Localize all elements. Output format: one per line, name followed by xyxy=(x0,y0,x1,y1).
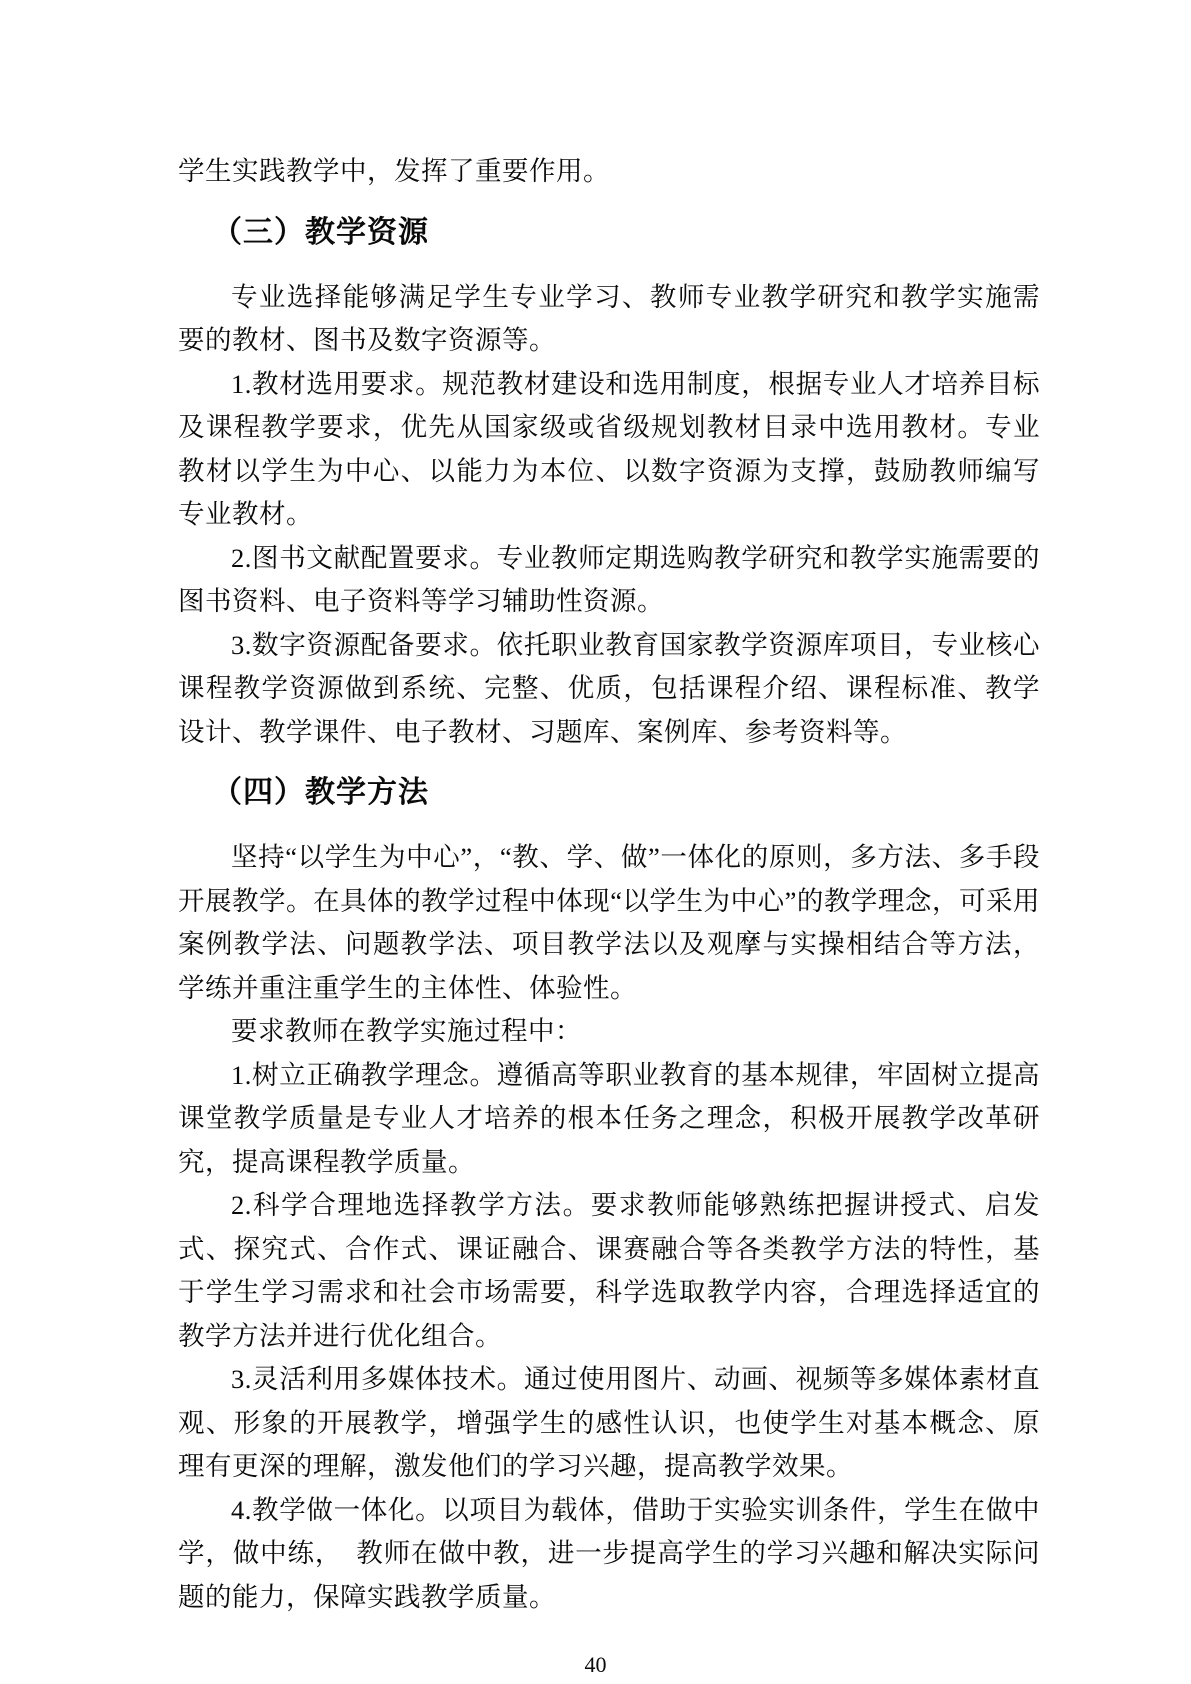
body-paragraph: 2.图书文献配置要求。专业教师定期选购教学研究和教学实施需要的图书资料、电子资料等学习辅助性资源。 xyxy=(178,542,1040,616)
page-content xyxy=(178,150,1040,1619)
section-heading-teaching-methods: （四）教学方法 xyxy=(212,776,429,809)
section-heading-teaching-resources: （三）教学资源 xyxy=(212,215,429,249)
body-paragraph: 坚持“以学生为中心”，“教、学、做”一体化的原则，多方法、多手段开展教学。在具体的教学过程中体现“以学生为中心”的教学理念，可采用案例教学法、问题教学法、项目教学法以及观摩与实操相结合等方法，学练并重注重学生的主体性、体验性。 xyxy=(178,842,1040,1003)
body-paragraph: 3.灵活利用多媒体技术。通过使用图片、动画、视频等多媒体素材直观、形象的开展教学，增强学生的感性认识，也使学生对基本概念、原理有更深的理解，激发他们的学习兴趣，提高教学效果。 xyxy=(178,1364,1040,1481)
body-paragraph: 专业选择能够满足学生专业学习、教师专业教学研究和教学实施需要的教材、图书及数字资源等。 xyxy=(178,281,1040,355)
body-paragraph: 1.树立正确教学理念。遵循高等职业教育的基本规律，牢固树立提高课堂教学质量是专业人才培养的根本任务之理念，积极开展教学改革研究，提高课程教学质量。 xyxy=(178,1059,1040,1177)
body-paragraph: 2.科学合理地选择教学方法。要求教师能够熟练把握讲授式、启发式、探究式、合作式、课证融合、课赛融合等各类教学方法的特性，基于学生学习需求和社会市场需要，科学选取教学内容，合理选择适宜的教学方法并进行优化组合。 xyxy=(178,1190,1040,1351)
body-paragraph: 4.教学做一体化。以项目为载体，借助于实验实训条件，学生在做中学，做中练， 教师在做中教，进一步提高学生的学习兴趣和解决实际问题的能力，保障实践教学质量。 xyxy=(178,1494,1040,1612)
body-paragraph: 3.数字资源配备要求。依托职业教育国家教学资源库项目，专业核心课程教学资源做到系统、完整、优质，包括课程介绍、课程标准、教学设计、教学课件、电子教材、习题库、案例库、参考资料等。 xyxy=(178,629,1040,747)
continuation-paragraph: 学生实践教学中，发挥了重要作用。 xyxy=(178,156,610,186)
body-paragraph: 1.教材选用要求。规范教材建设和选用制度，根据专业人才培养目标及课程教学要求，优先从国家级或省级规划教材目录中选用教材。专业教材以学生为中心、以能力为本位、以数字资源为支撑，鼓励教师编写专业教材。 xyxy=(178,368,1040,529)
body-paragraph: 要求教师在教学实施过程中： xyxy=(231,1016,582,1046)
page-number: 40 xyxy=(584,1652,607,1677)
